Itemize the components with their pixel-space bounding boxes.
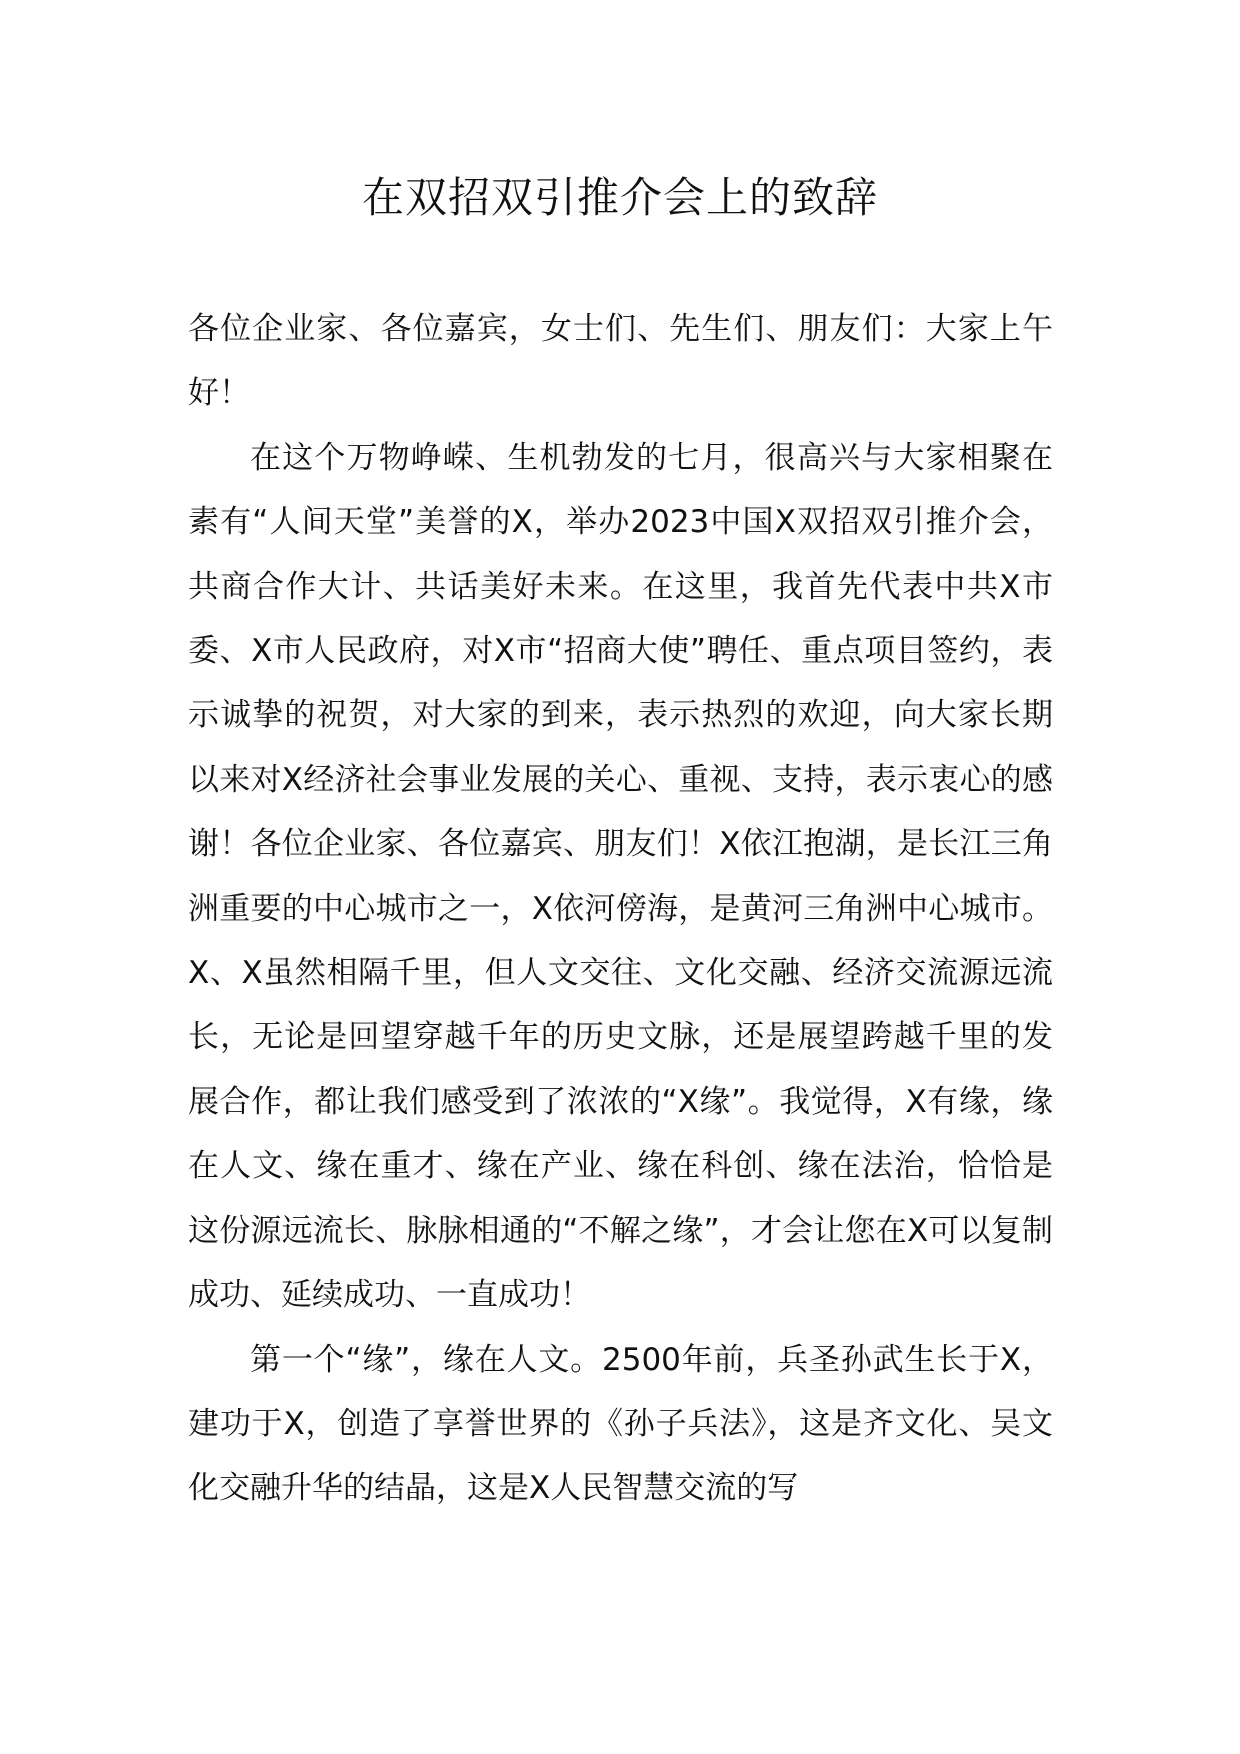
salutation-paragraph: 各位企业家、各位嘉宾，女士们、先生们、朋友们：大家上午好！ xyxy=(188,311,1053,412)
document-body xyxy=(188,297,1053,1521)
body-paragraph: 第一个“缘”，缘在人文。2500年前，兵圣孙武生长于X，建功于X，创造了享誉世界的《孙子兵法》，这是齐文化、吴文化交融升华的结晶，这是X人民智慧交流的写 xyxy=(188,1341,1053,1507)
document-title: 在双招双引推介会上的致辞 xyxy=(361,173,878,222)
body-paragraph: 在这个万物峥嵘、生机勃发的七月，很高兴与大家相聚在素有“人间天堂”美誉的X，举办2023中国X双招双引推介会，共商合作大计、共话美好未来。在这里，我首先代表中共X市委、X市人民政府，对X市“招商大使”聘任、重点项目签约，表示诚挚的祝贺，对大家的到来，表示热烈的欢迎，向大家长期以来对X经济社会事业发展的关心、重视、支持，表示衷心的感谢！各位企业家、各位嘉宾、朋友们！X依江抱湖，是长江三角洲重要的中心城市之一，X依河傍海，是黄河三角洲中心城市。X、X虽然相隔千里，但人文交往、文化交融、经济交流源远流长，无论是回望穿越千年的历史文脉，还是展望跨越千里的发展合作，都让我们感受到了浓浓的“X缘”。我觉得，X有缘，缘在人文、缘在重才、缘在产业、缘在科创、缘在法治，恰恰是这份源远流长、脉脉相通的“不解之缘”，才会让您在X可以复制成功、延续成功、一直成功！ xyxy=(188,439,1053,1314)
